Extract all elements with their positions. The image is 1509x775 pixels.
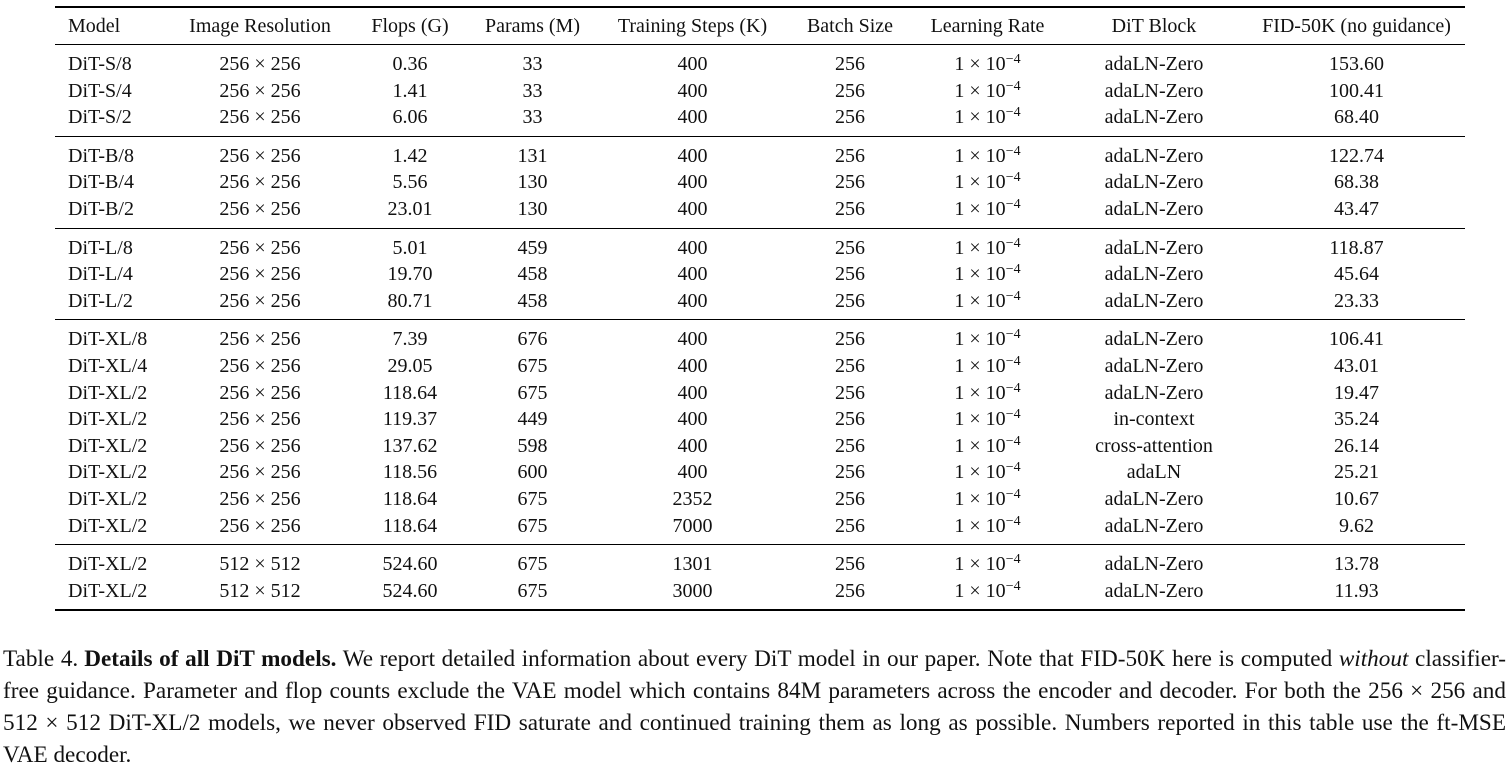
cell-model: DiT-L/8 — [68, 236, 133, 259]
cell-dit-block: adaLN-Zero — [1104, 328, 1204, 351]
learning-rate-exponent: −4 — [1005, 353, 1021, 369]
caption-text-2: classifier-free guidance. Parameter and flop counts exclude the VAE model which contains 84M parameters across the encoder and decoder. For both the 256 × 256 and 512 × 512 DiT-XL/2 models, we never observed FID saturate and continued training them as long as possible. Numbers reported in this table use the ft-MSE VAE decoder. — [3, 646, 1507, 768]
table-row — [55, 380, 1465, 407]
cell-training-steps: 400 — [677, 289, 708, 312]
table-row — [55, 433, 1465, 460]
cell-fid: 25.21 — [1334, 461, 1379, 484]
learning-rate-base: 1 × 10 — [954, 408, 1006, 431]
cell-batch-size: 256 — [835, 236, 865, 259]
cell-fid: 9.62 — [1339, 514, 1374, 537]
learning-rate-base: 1 × 10 — [954, 171, 1006, 194]
cell-image-resolution: 256 × 256 — [219, 434, 301, 457]
cell-image-resolution: 256 × 256 — [219, 263, 301, 286]
cell-model: DiT-S/4 — [68, 79, 132, 102]
table-row — [55, 513, 1465, 545]
table-row — [55, 169, 1465, 196]
cell-model: DiT-XL/2 — [68, 461, 148, 484]
cell-flops: 1.42 — [392, 144, 428, 167]
cell-fid: 35.24 — [1334, 408, 1379, 431]
cell-image-resolution: 256 × 256 — [219, 289, 301, 312]
learning-rate-exponent: −4 — [1005, 52, 1021, 67]
learning-rate-base: 1 × 10 — [954, 553, 1006, 576]
cell-model: DiT-S/2 — [68, 106, 132, 129]
cell-params: 459 — [517, 236, 548, 259]
cell-params: 675 — [517, 381, 548, 404]
cell-learning-rate — [915, 169, 1060, 196]
cell-image-resolution: 512 × 512 — [219, 579, 301, 602]
cell-image-resolution: 256 × 256 — [219, 106, 301, 129]
learning-rate-exponent: −4 — [1005, 196, 1021, 212]
cell-flops: 137.62 — [382, 434, 438, 457]
table-group — [55, 45, 1465, 137]
cell-flops: 118.64 — [382, 381, 438, 404]
cell-params: 600 — [517, 461, 548, 484]
cell-flops: 1.41 — [392, 79, 428, 102]
caption-label: Table 4. — [3, 646, 79, 672]
cell-batch-size: 256 — [835, 381, 865, 404]
cell-params: 33 — [522, 53, 543, 75]
learning-rate-base: 1 × 10 — [954, 197, 1006, 220]
learning-rate-base: 1 × 10 — [954, 289, 1006, 312]
cell-dit-block: adaLN-Zero — [1104, 514, 1204, 537]
learning-rate-exponent: −4 — [1005, 235, 1021, 251]
cell-dit-block: adaLN-Zero — [1104, 197, 1204, 220]
table-group — [55, 228, 1465, 320]
cell-image-resolution: 256 × 256 — [219, 381, 301, 404]
cell-dit-block: adaLN-Zero — [1104, 263, 1204, 286]
cell-dit-block: adaLN-Zero — [1104, 106, 1204, 129]
table-row — [55, 578, 1465, 611]
cell-learning-rate — [915, 261, 1060, 288]
cell-model: DiT-XL/4 — [68, 354, 148, 377]
cell-dit-block: adaLN-Zero — [1104, 171, 1204, 194]
cell-image-resolution: 256 × 256 — [219, 171, 301, 194]
dit-models-table — [55, 6, 1465, 611]
header-flops: Flops (G) — [371, 14, 449, 37]
table-row — [55, 78, 1465, 105]
learning-rate-base: 1 × 10 — [954, 461, 1006, 484]
learning-rate-base: 1 × 10 — [954, 328, 1006, 351]
learning-rate-base: 1 × 10 — [954, 79, 1006, 102]
cell-training-steps: 7000 — [672, 514, 713, 537]
learning-rate-base: 1 × 10 — [954, 106, 1006, 129]
cell-flops: 5.01 — [392, 236, 428, 259]
cell-image-resolution: 256 × 256 — [219, 514, 301, 537]
cell-dit-block: adaLN-Zero — [1104, 79, 1204, 102]
cell-fid: 106.41 — [1329, 328, 1384, 351]
caption-text-1: We report detailed information about every DiT model in our paper. Note that FID-50K here is computed — [336, 646, 1339, 672]
cell-image-resolution: 256 × 256 — [219, 408, 301, 431]
table-row — [55, 545, 1465, 578]
cell-fid: 45.64 — [1334, 263, 1379, 286]
cell-batch-size: 256 — [835, 579, 865, 602]
cell-model: DiT-B/4 — [68, 171, 134, 194]
cell-image-resolution: 256 × 256 — [219, 53, 301, 75]
cell-learning-rate — [915, 406, 1060, 433]
header-learning-rate: Learning Rate — [930, 14, 1045, 37]
table-row — [55, 320, 1465, 353]
cell-fid: 11.93 — [1334, 579, 1379, 602]
learning-rate-exponent: −4 — [1005, 327, 1021, 343]
cell-training-steps: 3000 — [672, 579, 713, 602]
learning-rate-base: 1 × 10 — [954, 53, 1006, 75]
cell-learning-rate — [915, 578, 1060, 611]
cell-flops: 7.39 — [392, 328, 428, 351]
learning-rate-exponent: −4 — [1005, 170, 1021, 186]
cell-dit-block: adaLN — [1126, 461, 1182, 484]
table-group — [55, 136, 1465, 228]
cell-training-steps: 400 — [677, 144, 708, 167]
cell-batch-size: 256 — [835, 79, 865, 102]
cell-learning-rate — [915, 78, 1060, 105]
cell-batch-size: 256 — [835, 289, 865, 312]
learning-rate-exponent: −4 — [1005, 552, 1021, 568]
table-row — [55, 486, 1465, 513]
cell-batch-size: 256 — [835, 354, 865, 377]
cell-params: 675 — [517, 354, 548, 377]
cell-training-steps: 400 — [677, 236, 708, 259]
learning-rate-exponent: −4 — [1005, 288, 1021, 304]
cell-params: 131 — [517, 144, 548, 167]
cell-fid: 23.33 — [1334, 289, 1379, 312]
table-row — [55, 288, 1465, 320]
cell-batch-size: 256 — [835, 53, 865, 75]
cell-params: 676 — [517, 328, 548, 351]
cell-learning-rate — [915, 45, 1060, 78]
cell-flops: 29.05 — [387, 354, 433, 377]
header-training-steps: Training Steps (K) — [617, 14, 768, 37]
header-batch-size: Batch Size — [806, 14, 894, 37]
header-model: Model — [68, 14, 121, 37]
cell-batch-size: 256 — [835, 328, 865, 351]
cell-model: DiT-XL/2 — [68, 487, 148, 510]
cell-training-steps: 400 — [677, 263, 708, 286]
learning-rate-base: 1 × 10 — [954, 381, 1006, 404]
cell-model: DiT-XL/2 — [68, 408, 148, 431]
table-row — [55, 228, 1465, 261]
learning-rate-base: 1 × 10 — [954, 144, 1006, 167]
learning-rate-base: 1 × 10 — [954, 263, 1006, 286]
cell-training-steps: 2352 — [672, 487, 713, 510]
caption-title: Details of all DiT models. — [84, 646, 337, 672]
cell-model: DiT-B/8 — [68, 144, 134, 167]
cell-params: 675 — [517, 514, 548, 537]
cell-batch-size: 256 — [835, 171, 865, 194]
cell-image-resolution: 256 × 256 — [219, 236, 301, 259]
cell-fid: 26.14 — [1334, 434, 1379, 457]
cell-batch-size: 256 — [835, 553, 865, 576]
cell-dit-block: adaLN-Zero — [1104, 53, 1204, 75]
cell-model: DiT-XL/8 — [68, 328, 148, 351]
cell-fid: 68.38 — [1334, 171, 1379, 194]
cell-flops: 80.71 — [387, 289, 433, 312]
learning-rate-exponent: −4 — [1005, 143, 1021, 159]
cell-flops: 118.64 — [382, 514, 438, 537]
cell-image-resolution: 256 × 256 — [219, 144, 301, 167]
cell-model: DiT-L/4 — [68, 263, 133, 286]
header-params: Params (M) — [485, 14, 580, 37]
cell-flops: 0.36 — [392, 53, 428, 75]
cell-fid: 10.67 — [1334, 487, 1379, 510]
caption-emphasis: without — [1338, 646, 1409, 672]
cell-model: DiT-B/2 — [68, 197, 134, 220]
cell-params: 675 — [517, 553, 548, 576]
cell-fid: 153.60 — [1329, 53, 1384, 75]
learning-rate-exponent: −4 — [1005, 105, 1021, 121]
cell-learning-rate — [915, 545, 1060, 578]
cell-training-steps: 400 — [677, 197, 708, 220]
cell-model: DiT-XL/2 — [68, 579, 148, 602]
cell-image-resolution: 256 × 256 — [219, 79, 301, 102]
cell-learning-rate — [915, 433, 1060, 460]
learning-rate-exponent: −4 — [1005, 78, 1021, 94]
cell-params: 598 — [517, 434, 548, 457]
cell-batch-size: 256 — [835, 514, 865, 537]
cell-batch-size: 256 — [835, 434, 865, 457]
cell-dit-block: adaLN-Zero — [1104, 553, 1204, 576]
learning-rate-base: 1 × 10 — [954, 236, 1006, 259]
cell-training-steps: 400 — [677, 408, 708, 431]
learning-rate-exponent: −4 — [1005, 407, 1021, 423]
cell-fid: 118.87 — [1329, 236, 1384, 259]
cell-params: 33 — [522, 106, 543, 129]
cell-learning-rate — [915, 459, 1060, 486]
cell-batch-size: 256 — [835, 263, 865, 286]
cell-batch-size: 256 — [835, 461, 865, 484]
cell-image-resolution: 256 × 256 — [219, 487, 301, 510]
table-row — [55, 459, 1465, 486]
learning-rate-base: 1 × 10 — [954, 487, 1006, 510]
cell-training-steps: 1301 — [672, 553, 713, 576]
cell-training-steps: 400 — [677, 53, 708, 75]
table-row — [55, 104, 1465, 136]
cell-fid: 100.41 — [1329, 79, 1384, 102]
learning-rate-base: 1 × 10 — [954, 434, 1006, 457]
learning-rate-base: 1 × 10 — [954, 579, 1006, 602]
cell-fid: 19.47 — [1334, 381, 1379, 404]
cell-image-resolution: 256 × 256 — [219, 328, 301, 351]
cell-batch-size: 256 — [835, 106, 865, 129]
cell-batch-size: 256 — [835, 144, 865, 167]
cell-model: DiT-XL/2 — [68, 381, 148, 404]
cell-dit-block: adaLN-Zero — [1104, 144, 1204, 167]
table-row — [55, 136, 1465, 169]
cell-params: 130 — [517, 171, 548, 194]
table-row — [55, 406, 1465, 433]
cell-params: 458 — [517, 289, 548, 312]
header-image-resolution: Image Resolution — [189, 14, 331, 37]
cell-dit-block: adaLN-Zero — [1104, 487, 1204, 510]
cell-flops: 118.64 — [382, 487, 438, 510]
cell-flops: 524.60 — [382, 553, 438, 576]
cell-flops: 5.56 — [392, 171, 428, 194]
cell-model: DiT-L/2 — [68, 289, 133, 312]
cell-image-resolution: 512 × 512 — [219, 553, 301, 576]
cell-batch-size: 256 — [835, 487, 865, 510]
cell-image-resolution: 256 × 256 — [219, 354, 301, 377]
cell-learning-rate — [915, 513, 1060, 545]
cell-training-steps: 400 — [677, 328, 708, 351]
cell-flops: 23.01 — [387, 197, 433, 220]
cell-model: DiT-XL/2 — [68, 553, 148, 576]
cell-training-steps: 400 — [677, 434, 708, 457]
cell-params: 675 — [517, 579, 548, 602]
cell-learning-rate — [915, 320, 1060, 353]
cell-learning-rate — [915, 136, 1060, 169]
table-group — [55, 320, 1465, 545]
cell-training-steps: 400 — [677, 171, 708, 194]
learning-rate-exponent: −4 — [1005, 460, 1021, 476]
table-row — [55, 353, 1465, 380]
cell-fid: 43.01 — [1334, 354, 1379, 377]
learning-rate-exponent: −4 — [1005, 380, 1021, 396]
learning-rate-exponent: −4 — [1005, 262, 1021, 278]
learning-rate-base: 1 × 10 — [954, 514, 1006, 537]
header-dit-block: DiT Block — [1111, 14, 1197, 37]
cell-batch-size: 256 — [835, 408, 865, 431]
table-row — [55, 45, 1465, 78]
cell-params: 449 — [517, 408, 548, 431]
cell-params: 130 — [517, 197, 548, 220]
cell-dit-block: adaLN-Zero — [1104, 381, 1204, 404]
cell-dit-block: adaLN-Zero — [1104, 289, 1204, 312]
cell-flops: 19.70 — [387, 263, 433, 286]
header-fid: FID-50K (no guidance) — [1262, 14, 1451, 37]
cell-image-resolution: 256 × 256 — [219, 461, 301, 484]
table-row — [55, 261, 1465, 288]
cell-dit-block: adaLN-Zero — [1104, 579, 1204, 602]
cell-learning-rate — [915, 104, 1060, 136]
cell-training-steps: 400 — [677, 106, 708, 129]
cell-params: 458 — [517, 263, 548, 286]
cell-model: DiT-XL/2 — [68, 434, 148, 457]
cell-dit-block: adaLN-Zero — [1104, 354, 1204, 377]
cell-fid: 13.78 — [1334, 553, 1379, 576]
learning-rate-exponent: −4 — [1005, 513, 1021, 529]
cell-training-steps: 400 — [677, 79, 708, 102]
learning-rate-exponent: −4 — [1005, 433, 1021, 449]
cell-flops: 6.06 — [392, 106, 428, 129]
cell-training-steps: 400 — [677, 461, 708, 484]
cell-model: DiT-S/8 — [68, 53, 132, 75]
cell-fid: 122.74 — [1329, 144, 1384, 167]
cell-flops: 118.56 — [382, 461, 438, 484]
table-row — [55, 196, 1465, 228]
cell-model: DiT-XL/2 — [68, 514, 148, 537]
cell-fid: 43.47 — [1334, 197, 1379, 220]
cell-learning-rate — [915, 288, 1060, 320]
cell-learning-rate — [915, 196, 1060, 228]
cell-dit-block: adaLN-Zero — [1104, 236, 1204, 259]
cell-learning-rate — [915, 353, 1060, 380]
table-group — [55, 545, 1465, 611]
cell-learning-rate — [915, 228, 1060, 261]
learning-rate-exponent: −4 — [1005, 578, 1021, 594]
table-caption — [3, 643, 1506, 771]
table-header — [55, 7, 1465, 45]
cell-fid: 68.40 — [1334, 106, 1379, 129]
learning-rate-exponent: −4 — [1005, 486, 1021, 502]
cell-training-steps: 400 — [677, 354, 708, 377]
cell-batch-size: 256 — [835, 197, 865, 220]
cell-learning-rate — [915, 380, 1060, 407]
cell-params: 675 — [517, 487, 548, 510]
cell-dit-block: in-context — [1113, 408, 1195, 431]
cell-image-resolution: 256 × 256 — [219, 197, 301, 220]
cell-training-steps: 400 — [677, 381, 708, 404]
cell-params: 33 — [522, 79, 543, 102]
cell-learning-rate — [915, 486, 1060, 513]
cell-dit-block: cross-attention — [1095, 434, 1213, 457]
learning-rate-base: 1 × 10 — [954, 354, 1006, 377]
cell-flops: 524.60 — [382, 579, 438, 602]
cell-flops: 119.37 — [382, 408, 438, 431]
